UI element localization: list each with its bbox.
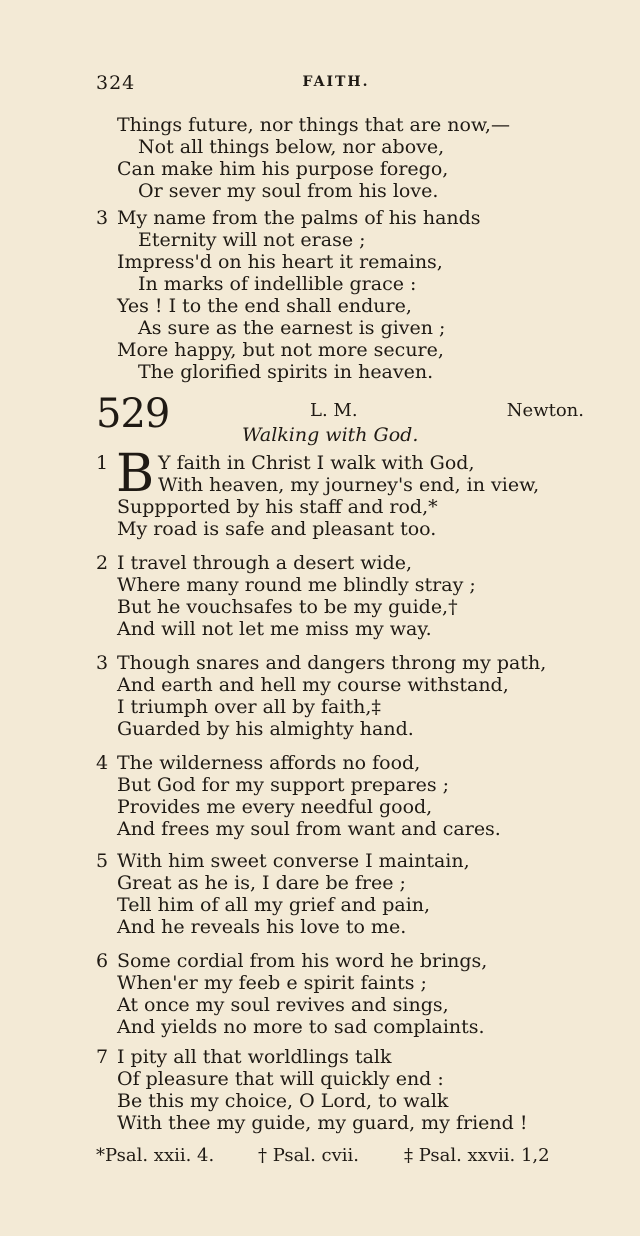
drop-cap: B: [116, 444, 155, 504]
verse-line: Great as he is, I dare be free ;: [117, 872, 406, 894]
verse-line: My name from the palms of his hands: [117, 207, 481, 229]
verse-line: Some cordial from his word he brings,: [117, 950, 488, 972]
verse-line: Provides me every needful good,: [117, 796, 433, 818]
verse-line: My road is safe and pleasant too.: [117, 518, 437, 540]
stanza-number: 3: [96, 207, 109, 229]
verse-line: I triumph over all by faith,‡: [117, 696, 381, 718]
page-number: 324: [96, 72, 136, 94]
footnote: † Psal. cvii.: [258, 1145, 360, 1166]
hymn-meter: L. M.: [310, 400, 358, 421]
verse-line: Though snares and dangers throng my path,: [117, 652, 547, 674]
verse-line: With heaven, my journey's end, in view,: [158, 474, 540, 496]
stanza-number: 3: [96, 652, 109, 674]
verse-line: As sure as the earnest is given ;: [138, 317, 446, 339]
stanza-number: 6: [96, 950, 109, 972]
verse-line: Can make him his purpose forego,: [117, 158, 449, 180]
page-header: [96, 72, 576, 96]
hymn-subtitle: Walking with God.: [242, 424, 419, 446]
verse-line: Suppported by his staff and rod,*: [117, 496, 438, 518]
verse-line: But he vouchsafes to be my guide,†: [117, 596, 458, 618]
stanza-number: 1: [96, 452, 109, 474]
verse-line: I pity all that worldlings talk: [117, 1046, 392, 1068]
hymn-author: Newton.: [506, 400, 584, 421]
hymn-number: 529: [96, 391, 170, 437]
verse-line: And frees my soul from want and cares.: [117, 818, 501, 840]
verse-line: In marks of indellible grace :: [138, 273, 417, 295]
stanza-number: 7: [96, 1046, 109, 1068]
verse-line: Or sever my soul from his love.: [138, 180, 439, 202]
verse-line: And earth and hell my course withstand,: [117, 674, 509, 696]
running-title: FAITH.: [302, 74, 370, 90]
verse-line: Of pleasure that will quickly end :: [117, 1068, 444, 1090]
verse-line: Y faith in Christ I walk with God,: [158, 452, 475, 474]
verse-line: And he reveals his love to me.: [117, 916, 407, 938]
verse-line: At once my soul revives and sings,: [117, 994, 449, 1016]
verse-line: Tell him of all my grief and pain,: [117, 894, 431, 916]
verse-line: And will not let me miss my way.: [117, 618, 432, 640]
verse-line: Things future, nor things that are now,—: [117, 114, 510, 136]
verse-line: The glorified spirits in heaven.: [138, 361, 434, 383]
verse-line: With thee my guide, my guard, my friend !: [117, 1112, 528, 1134]
verse-line: But God for my support prepares ;: [117, 774, 450, 796]
stanza-number: 2: [96, 552, 109, 574]
verse-line: The wilderness affords no food,: [117, 752, 421, 774]
verse-line: Yes ! I to the end shall endure,: [117, 295, 412, 317]
verse-line: Guarded by his almighty hand.: [117, 718, 414, 740]
verse-line: Not all things below, nor above,: [138, 136, 445, 158]
verse-line: I travel through a desert wide,: [117, 552, 413, 574]
footnote: ‡ Psal. xxvii. 1,2: [404, 1145, 550, 1166]
verse-line: Eternity will not erase ;: [138, 229, 366, 251]
verse-line: With him sweet converse I maintain,: [117, 850, 470, 872]
verse-line: And yields no more to sad complaints.: [117, 1016, 485, 1038]
verse-line: Where many round me blindly stray ;: [117, 574, 476, 596]
verse-line: Be this my choice, O Lord, to walk: [117, 1090, 449, 1112]
footnotes: [96, 1145, 586, 1169]
stanza-number: 4: [96, 752, 109, 774]
verse-line: More happy, but not more secure,: [117, 339, 444, 361]
footnote: *Psal. xxii. 4.: [96, 1145, 215, 1166]
verse-line: When'er my feeb e spirit faints ;: [117, 972, 427, 994]
stanza-number: 5: [96, 850, 109, 872]
verse-line: Impress'd on his heart it remains,: [117, 251, 443, 273]
